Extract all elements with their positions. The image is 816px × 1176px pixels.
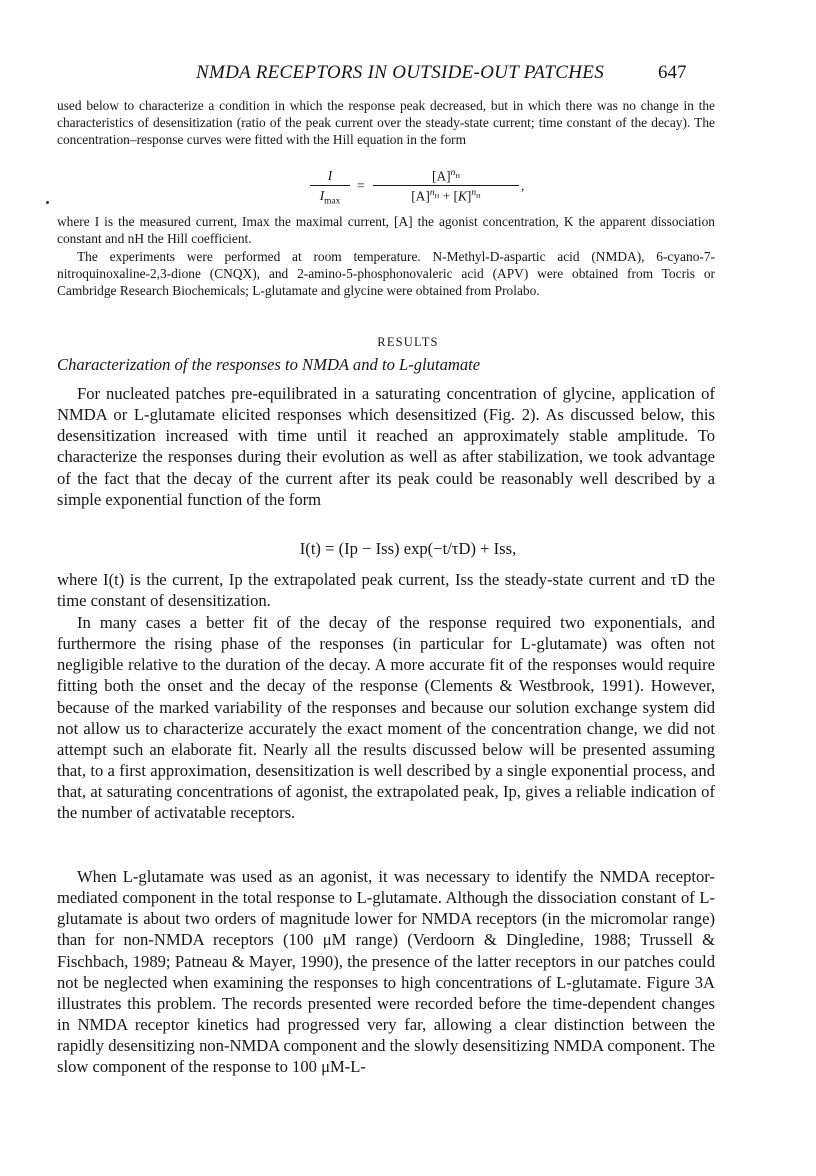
results-para-4	[57, 866, 715, 1078]
results-subheading: Characterization of the responses to NMDA and to L-glutamate	[57, 355, 481, 374]
page-number: 647	[658, 62, 687, 83]
methods-para-2	[57, 213, 715, 247]
results-para-3-text: In many cases a better fit of the decay of the response required two exponentials, and furthermore the rising phase of the responses (in particular for L-glutamate) was often not negligible relative to the duration of the decay. A more accurate fit of the responses would require fitting both the onset and the decay of the response (Clements & Westbrook, 1991). However, because of the marked variability of the responses and because our solution exchange system did not allow us to characterize accurately the exact moment of the concentration change, we did not attempt such an elaborate fit. Nearly all the results discussed below will be presented assuming that, to a first approximation, desensitization is well described by a single exponential process, and that, at saturating concentrations of agonist, the extrapolated peak, Ip, gives a reliable indication of the number of activatable receptors.	[57, 613, 715, 823]
hill-equation	[310, 168, 530, 208]
exponential-equation: I(t) = (Ip − Iss) exp(−t/τD) + Iss,	[299, 539, 517, 558]
hill-rhs-denominator: $[A]^{n_H} + [K]^{n_H}$	[411, 188, 481, 204]
results-para-3	[57, 612, 715, 824]
hill-rhs-numerator: $[A]^{n_H}$	[373, 168, 519, 186]
methods-para-3	[57, 248, 715, 299]
running-title: NMDA RECEPTORS IN OUTSIDE-OUT PATCHES	[195, 62, 604, 83]
running-header	[0, 62, 816, 90]
hill-lhs-numerator: I	[310, 168, 350, 186]
print-speck	[46, 201, 49, 204]
methods-para-3-text: The experiments were performed at room temperature. N-Methyl-D-aspartic acid (NMDA), 6-cyano-7-nitroquinoxaline-2,3-dione (CNQX), and 2-amino-5-phosphonovaleric acid (APV) were obtained from Tocris or Cambridge Research Biochemicals; L-glutamate and glycine were obtained from Prolabo.	[57, 249, 715, 298]
hill-equals-sign: =	[357, 178, 365, 193]
methods-para-1-text: used below to characterize a condition in which the response peak decreased, but in which there was no change in the characteristics of desensitization (ratio of the peak current over the steady-state current; time constant of the decay). The concentration–response curves were fitted with the Hill equation in the form	[57, 98, 715, 147]
hill-rhs-fraction	[373, 168, 519, 205]
hill-lhs-denominator: $I_{max}$	[319, 188, 341, 207]
hill-lhs-fraction	[310, 168, 350, 207]
hill-comma: ,	[521, 178, 525, 193]
results-para-2	[57, 569, 715, 611]
results-para-2-text: where I(t) is the current, Ip the extrapolated peak current, Iss the steady-state current and τD the time constant of desensitization.	[57, 570, 715, 611]
methods-para-2-text: where I is the measured current, Imax the maximal current, [A] the agonist concentration, K the apparent dissociation constant and nH the Hill coefficient.	[57, 214, 715, 246]
results-para-4-text: When L-glutamate was used as an agonist, it was necessary to identify the NMDA receptor-mediated component in the total response to L-glutamate. Although the dissociation constant of L-glutamate is about two orders of magnitude lower for NMDA receptors (in the micromolar range) than for non-NMDA receptors (100 μM range) (Verdoorn & Dingledine, 1988; Trussell & Fischbach, 1989; Patneau & Mayer, 1990), the presence of the latter receptors in our patches could not be neglected when examining the responses to high concentrations of L-glutamate. Figure 3A illustrates this problem. The records presented were recorded before the time-dependent changes in NMDA receptor kinetics had progressed very far, allowing a clear distinction between the rapidly desensitizing non-NMDA component and the slowly desensitizing NMDA component. The slow component of the response to 100 μM-L-	[57, 867, 715, 1077]
results-para-1	[57, 383, 715, 510]
methods-para-1	[57, 97, 715, 148]
results-heading: RESULTS	[377, 335, 439, 349]
results-para-1-text: For nucleated patches pre-equilibrated in a saturating concentration of glycine, application of NMDA or L-glutamate elicited responses which desensitized (Fig. 2). As discussed below, this desensitization increased with time until it reached an approximately stable amplitude. To characterize the responses during their evolution as well as after stabilization, we took advantage of the fact that the decay of the current after its peak could be reasonably well described by a simple exponential function of the form	[57, 384, 715, 509]
